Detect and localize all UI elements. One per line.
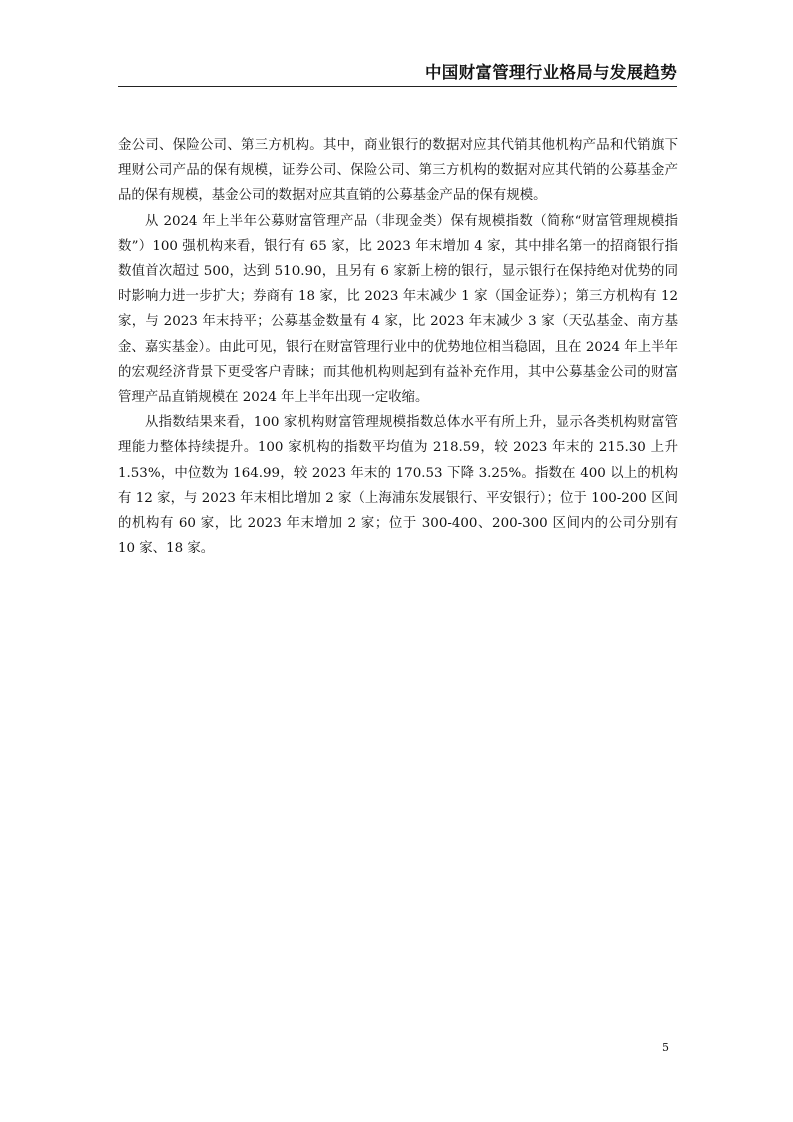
paragraph-3: 从指数结果来看，100 家机构财富管理规模指数总体水平有所上升，显示各类机构财富管理能力整体持续提升。100 家机构的指数平均值为 218.59，较 2023 年末的 215.30 上升 1.53%，中位数为 164.99，较 2023 年末的 170.53 下降 3.25%。指数在 400 以上的机构有 12 家，与 2023 年末相比增加 2 家（上海浦东发展银行、平安银行）；位于 100-200 区间的机构有 60 家，比 2023 年末增加 2 家；位于 300-400、200-300 区间内的公司分别有 10 家、18 家。	[118, 415, 678, 557]
document-title: 中国财富管理行业格局与发展趋势	[425, 63, 677, 82]
paragraph-2: 从 2024 年上半年公募财富管理产品（非现金类）保有规模指数（简称“财富管理规模指数”）100 强机构来看，银行有 65 家，比 2023 年末增加 4 家，其中排名第一的招商银行指数值首次超过 500，达到 510.90，且另有 6 家新上榜的银行，显示银行在保持绝对优势的同时影响力进一步扩大；券商有 18 家，比 2023 年末减少 1 家（国金证券）；第三方机构有 12 家，与 2023 年末持平；公募基金数量有 4 家，比 2023 年末减少 3 家（天弘基金、南方基金、嘉实基金）。由此可见，银行在财富管理行业中的优势地位相当稳固，且在 2024 年上半年的宏观经济背景下更受客户青睐；而其他机构则起到有益补充作用，其中公募基金公司的财富管理产品直销规模在 2024 年上半年出现一定收缩。	[118, 213, 678, 406]
body-text	[118, 133, 678, 561]
paragraph-1: 金公司、保险公司、第三方机构。其中，商业银行的数据对应其代销其他机构产品和代销旗下理财公司产品的保有规模，证券公司、保险公司、第三方机构的数据对应其代销的公募基金产品的保有规模，基金公司的数据对应其直销的公募基金产品的保有规模。	[118, 138, 678, 204]
page-number: 5	[662, 1041, 669, 1054]
page-header	[118, 56, 677, 87]
